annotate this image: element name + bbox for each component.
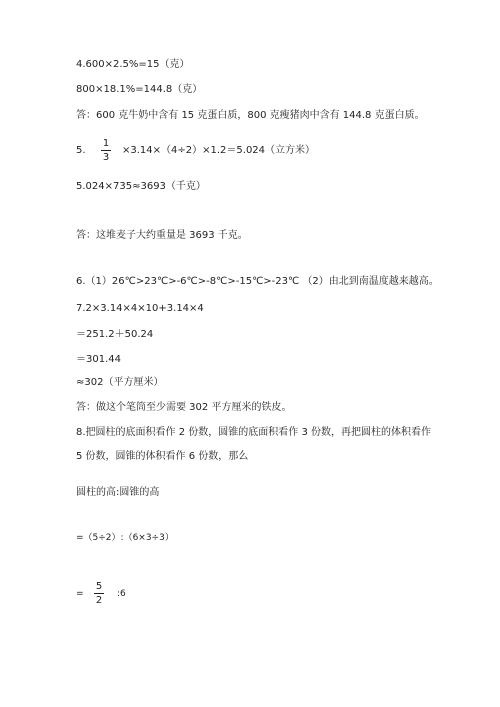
- answer-line-5-suffix: ×3.14×（4÷2）×1.2＝5.024（立方米）: [122, 145, 316, 156]
- answer-line-7-3: ＝301.44: [76, 354, 121, 365]
- answer-line-4-2: 800×18.1%=144.8（克）: [76, 84, 203, 95]
- answer-line-8-3: 圆柱的高:圆锥的高: [76, 487, 160, 498]
- fraction-numerator: 1: [102, 138, 110, 149]
- answer-line-8-4: =（5÷2）:（6×3÷3）: [76, 533, 174, 543]
- answer-line-8-5-suffix: :6: [117, 589, 126, 599]
- answer-line-5-prefix: 5.: [76, 145, 86, 156]
- answer-line-7-5: 答：做这个笔筒至少需要 302 平方厘米的铁皮。: [76, 402, 292, 413]
- answer-line-7-1: 7.2×3.14×4×10+3.14×4: [76, 303, 204, 314]
- fraction-bar: [94, 593, 104, 594]
- fraction-one-third: [101, 138, 111, 163]
- fraction-five-halves: [94, 581, 104, 606]
- fraction-bar: [101, 150, 111, 151]
- fraction-numerator: 5: [95, 581, 103, 592]
- fraction-denominator: 3: [102, 152, 110, 163]
- answer-line-7-2: ＝251.2＋50.24: [76, 329, 154, 340]
- fraction-denominator: 2: [95, 595, 103, 606]
- answer-line-4-1: 4.600×2.5%=15（克）: [76, 59, 190, 70]
- answer-line-7-4: ≈302（平方厘米）: [76, 377, 164, 388]
- answer-line-6: 6.（1）26℃>23℃>-6℃>-8℃>-15℃>-23℃ （2）由北到南温度越来越高。: [76, 276, 439, 287]
- answer-line-8-1: 8.把圆柱的底面积看作 2 份数，圆锥的底面积看作 3 份数，再把圆柱的体积看作: [76, 427, 431, 438]
- answer-line-5-2: 5.024×735≈3693（千克）: [76, 181, 206, 192]
- answer-line-4-3: 答：600 克牛奶中含有 15 克蛋白质，800 克瘦猪肉中含有 144.8 克蛋白质。: [76, 110, 425, 121]
- answer-line-8-5-prefix: =: [76, 589, 84, 599]
- answer-line-5-3: 答：这堆麦子大约重量是 3693 千克。: [76, 230, 248, 241]
- answer-line-8-2: 5 份数，圆锥的体积看作 6 份数，那么: [76, 451, 249, 462]
